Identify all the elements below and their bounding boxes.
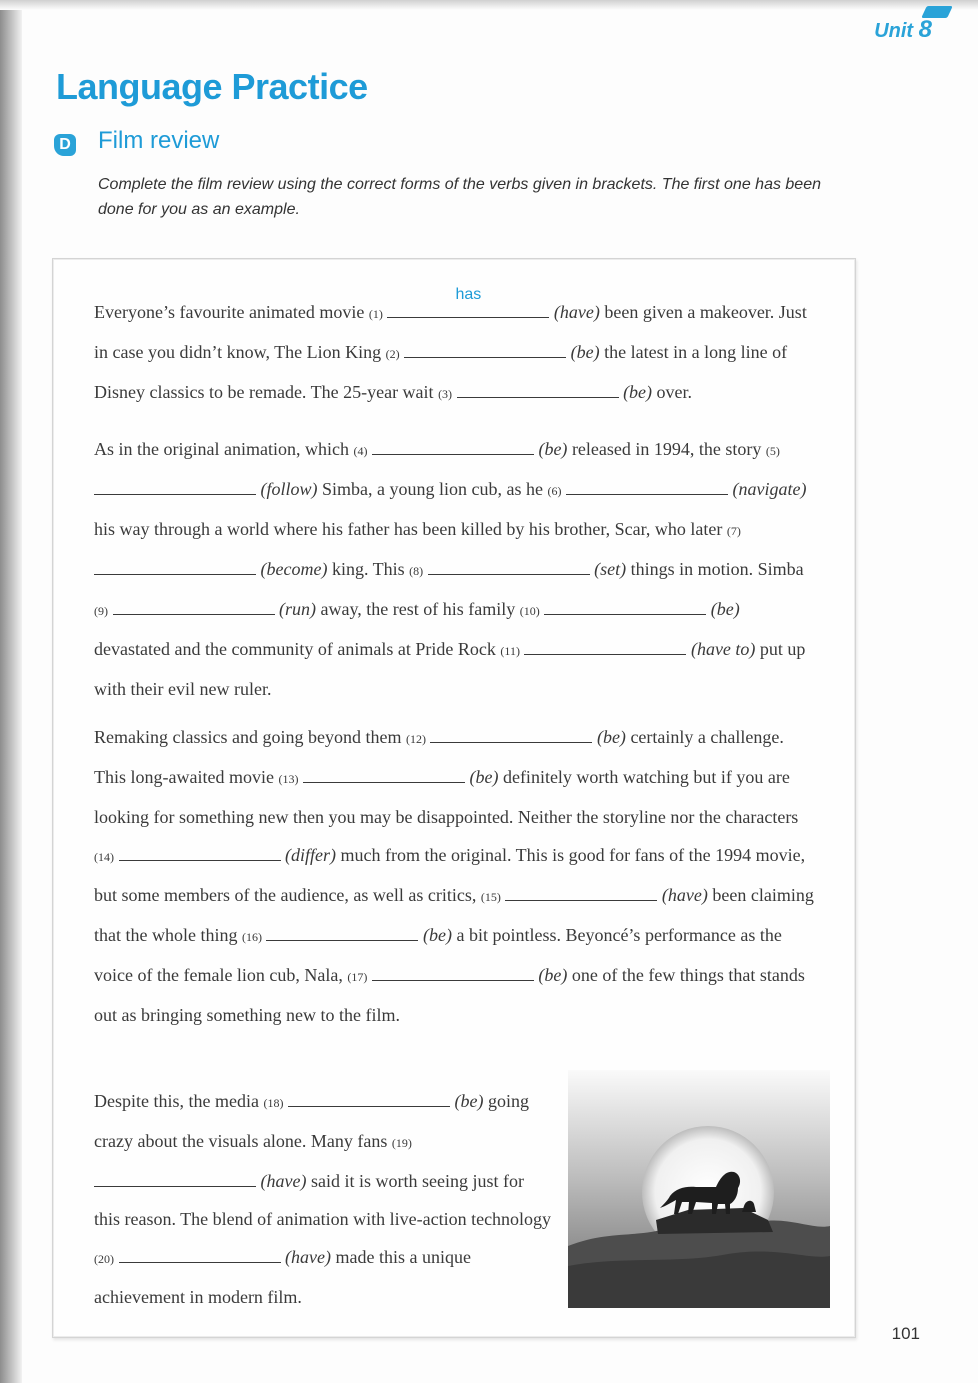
gap-number: (10) [519,604,540,618]
text-run: over. [652,382,693,402]
page-number: 101 [891,1324,920,1343]
gap-number: (9) [94,604,108,618]
gap-number: (7) [726,524,741,538]
answer-blank-8[interactable] [428,552,590,575]
gap-number: (15) [480,890,501,904]
text-run: devastated and the community of animals at Pride Rock [94,639,501,659]
verb-hint: (be) [623,382,653,402]
answer-blank-11[interactable] [524,632,686,655]
text-run: much from the original. This is good for fans of the 1994 movie, but some members of the audience, as well as critics, [94,845,806,905]
text-run: a bit pointless. Beyoncé’s performance as the voice of the female lion cub, Nala, [94,925,782,985]
answer-blank-6[interactable] [566,472,728,495]
text-run: one of the few things that stands out as bringing something new to the film. [94,965,805,1025]
text-run: put up with their evil new ruler. [94,639,806,699]
unit-label [874,16,932,44]
verb-hint: (be) [596,727,626,747]
answer-blank-17[interactable] [372,958,534,981]
answer-blank-12[interactable] [430,720,592,743]
text-run: Simba, a young lion cub, as he [317,479,548,499]
answer-blank-9[interactable] [113,592,275,615]
lion-silhouette-image [568,1070,830,1308]
text-run: been claiming that the whole thing [94,885,814,945]
answer-blank-3[interactable] [457,375,619,398]
gap-number: (2) [385,347,400,361]
gap-number: (12) [405,732,426,746]
gap-number: (14) [94,850,114,864]
text-run: things in motion. Simba [626,559,804,579]
verb-hint: (become) [260,559,328,579]
gap-number: (4) [353,444,368,458]
verb-hint: (set) [594,559,627,579]
text-run: Everyone’s favourite animated movie [94,302,369,322]
review-paragraph-2 [94,430,816,708]
text-run: Despite this, the media [94,1091,264,1111]
text-run: going crazy about the visuals alone. Many fans [94,1091,529,1151]
exercise-instructions: Complete the film review using the correct forms of the verbs given in brackets. The first one has been done for you as an example. [98,176,821,218]
verb-hint: (follow) [260,479,318,499]
answer-blank-7[interactable] [94,552,256,575]
verb-hint: (be) [422,925,452,945]
verb-hint: (differ) [285,845,336,865]
verb-hint: (have) [661,885,708,905]
gap-number: (3) [438,387,453,401]
text-run: As in the original animation, which [94,439,354,459]
verb-hint: (be) [710,599,740,619]
example-answer: has [455,286,482,303]
text-run: king. This [327,559,410,579]
text-run: said it is worth seeing just for this reason. The blend of animation with live-action technology [94,1171,552,1229]
verb-hint: (be) [538,965,568,985]
answer-blank-20[interactable] [119,1240,281,1263]
verb-hint: (run) [279,599,316,619]
verb-hint: (have) [285,1247,331,1267]
text-run: Remaking classics and going beyond them [94,727,406,747]
answer-blank-2[interactable] [404,335,566,358]
text-run: been given a makeover. Just in case you didn’t know, The Lion King [94,302,807,362]
text-run: released in 1994, the story [567,439,766,459]
verb-hint: (be) [469,767,499,787]
text-run: definitely worth watching but if you are looking for something new then you may be disappointed. Neither the storyline nor the characters [94,767,799,827]
unit-label-text: Unit [874,20,914,42]
gap-number: (17) [347,970,368,984]
verb-hint: (have) [553,302,600,322]
verb-hint: (be) [538,439,568,459]
answer-blank-16[interactable] [266,918,418,941]
gap-number: (1) [368,307,383,321]
gap-number: (8) [409,564,424,578]
verb-hint: (be) [454,1091,484,1111]
page-top-edge [0,0,978,10]
gap-number: (13) [278,772,299,786]
verb-hint: (navigate) [732,479,807,499]
verb-hint: (be) [570,342,600,362]
gap-number: (18) [263,1096,284,1110]
section-title: Language Practice [56,66,368,107]
verb-hint: (have to) [690,639,756,659]
answer-blank-13[interactable] [303,760,465,783]
gap-number: (19) [391,1136,412,1150]
answer-blank-18[interactable] [288,1084,450,1107]
review-paragraph-1 [94,286,816,413]
answer-blank-15[interactable] [505,878,657,901]
answer-blank-4[interactable] [372,432,534,455]
text-run: made this a unique achievement in modern film. [94,1247,471,1307]
gap-number: (6) [547,484,562,498]
answer-blank-14[interactable] [119,838,281,861]
text-run: away, the rest of his family [316,599,520,619]
gap-number: (20) [94,1252,114,1266]
exercise-letter-badge: D [54,134,76,156]
review-paragraph-3 [94,718,816,1034]
gap-number: (16) [241,930,262,944]
text-run: certainly a challenge. This long-awaited movie [94,727,784,787]
book-spine-shadow [0,0,22,1383]
review-paragraph-4 [94,1082,554,1316]
answer-blank-19[interactable] [94,1164,256,1187]
text-run: the latest in a long line of Disney classics to be remade. The 25-year wait [94,342,788,402]
exercise-title: Film review [98,127,220,154]
answer-blank-5[interactable] [94,472,256,495]
answer-blank-1[interactable] [387,286,549,318]
gap-number: (5) [765,444,780,458]
gap-number: (11) [500,644,520,658]
answer-blank-10[interactable] [544,592,706,615]
text-run: his way through a world where his father has been killed by his brother, Scar, who later [94,519,727,539]
verb-hint: (have) [260,1171,307,1191]
unit-number: 8 [918,16,932,43]
